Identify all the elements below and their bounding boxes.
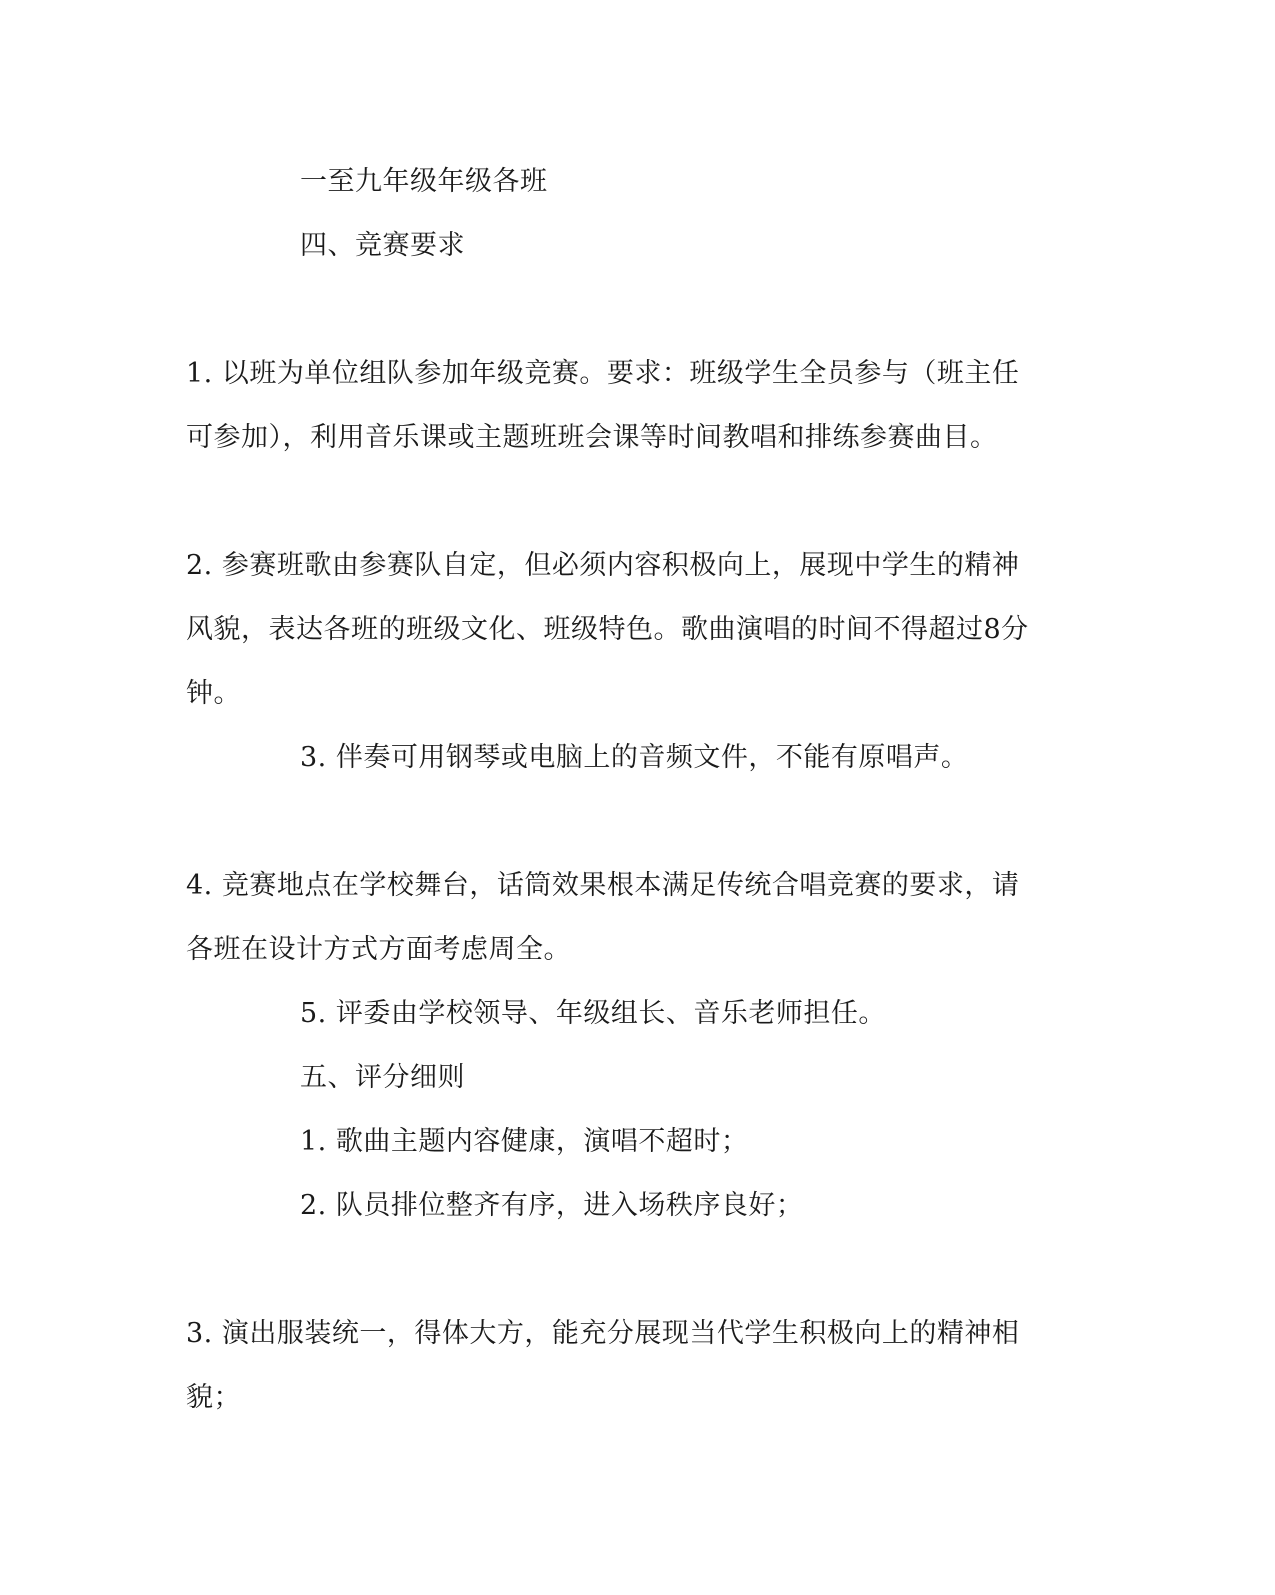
requirement-4-line-2: 各班在设计方式方面考虑周全。: [186, 934, 571, 965]
scoring-item-2: 2. 队员排位整齐有序，进入场秩序良好；: [300, 1190, 804, 1221]
scoring-item-1: 1. 歌曲主题内容健康，演唱不超时；: [300, 1126, 749, 1157]
scoring-item-3-line-2: 貌；: [186, 1382, 241, 1413]
scoring-item-3-line-1: 3. 演出服装统一，得体大方，能充分展现当代学生积极向上的精神相: [186, 1318, 1020, 1349]
paragraph-participants: 一至九年级年级各班: [300, 166, 548, 197]
section-heading-scoring: 五、评分细则: [300, 1062, 465, 1093]
requirement-1-line-1: 1. 以班为单位组队参加年级竞赛。要求：班级学生全员参与（班主任: [186, 358, 1020, 389]
requirement-3: 3. 伴奏可用钢琴或电脑上的音频文件，不能有原唱声。: [300, 742, 969, 773]
requirement-5: 5. 评委由学校领导、年级组长、音乐老师担任。: [300, 998, 886, 1029]
requirement-2-line-3: 钟。: [186, 678, 241, 709]
requirement-2-line-1: 2. 参赛班歌由参赛队自定，但必须内容积极向上，展现中学生的精神: [186, 550, 1020, 581]
requirement-4-line-1: 4. 竞赛地点在学校舞台，话筒效果根本满足传统合唱竞赛的要求，请: [186, 870, 1020, 901]
section-heading-requirements: 四、竞赛要求: [300, 230, 465, 261]
requirement-1-line-2: 可参加），利用音乐课或主题班班会课等时间教唱和排练参赛曲目。: [186, 422, 998, 453]
requirement-2-line-2: 风貌，表达各班的班级文化、班级特色。歌曲演唱的时间不得超过8分: [186, 614, 1029, 645]
